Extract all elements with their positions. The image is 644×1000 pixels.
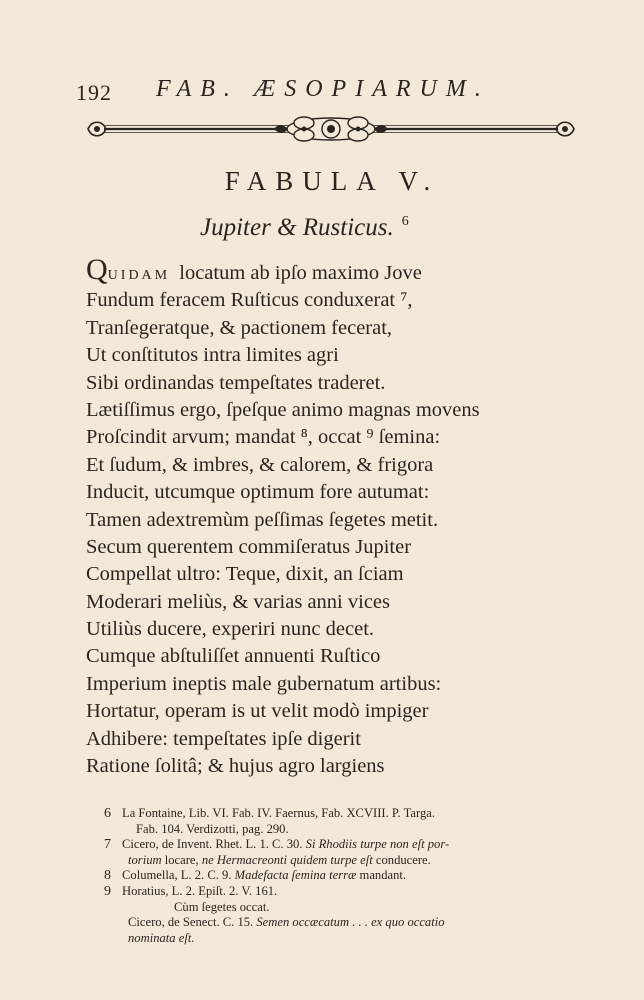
footnote-text: conducere. [375,852,431,867]
footnote-marker: 6 [104,806,111,821]
footnote-text: mandant. [359,868,407,883]
verse-line: Proſcindit arvum; mandat ⁸, occat ⁹ ſemina: [86,426,441,449]
footnote-marker: 7 [104,837,111,853]
footnote-line [104,853,616,869]
fable-subtitle [200,214,409,242]
drop-capital: Q [86,253,108,286]
verse-line: Ut conſtitutos intra limites agri [86,344,339,367]
verse-line: Adhibere: tempeſtates ipſe digerit [86,727,361,750]
footnote-line [104,868,616,884]
footnote-line [104,837,616,853]
verse-line: Secum querentem commiſeratus Jupiter [86,535,412,558]
footnote-quote: nominata eſt. [128,930,195,945]
verse-line: Inducit, utcumque optimum fore autumat: [86,481,430,504]
fable-heading: FABULA V. [224,166,440,196]
footnote-marker: 8 [104,868,111,884]
fable-subtitle-text: Jupiter & Rusticus. [200,214,394,241]
footnote-text: Cùm ſegetes occat. [174,899,270,914]
footnote-line [104,931,616,947]
verse-line: Utiliùs ducere, experiri nunc decet. [86,618,375,641]
subtitle-note-marker: 6 [401,214,409,229]
verse-block [86,253,556,780]
verse-line: Lætiſſimus ergo, ſpeſque animo magnas movens [86,398,480,421]
footnote-text: locare, [164,852,199,867]
verse-line [86,253,556,287]
footnotes [104,806,616,946]
footnote-text: Fab. 104. Verdizotti, pag. 290. [136,821,289,836]
footnote-line [104,822,616,838]
verse-line: Imperium ineptis male gubernatum artibus: [86,672,442,695]
running-title: FAB. ÆSOPIARUM. [156,76,490,102]
verse-line: Ratione ſolitâ; & hujus agro largiens [86,755,385,778]
verse-line: Hortatur, operam is ut velit modò impiger [86,700,429,723]
verse-line: Fundum feracem Ruſticus conduxerat ⁷, [86,289,413,312]
verse-line: Moderari meliùs, & varias anni vices [86,590,390,613]
footnote-text: Horatius, L. 2. Epiſt. 2. V. 161. [122,883,278,898]
footnote-line [104,915,616,931]
footnote-marker: 9 [104,883,111,899]
verse-line: Cumque abſtuliſſet annuenti Ruſtico [86,645,381,668]
verse-text: locatum ab ipſo maximo Jove [179,262,422,284]
page-header [76,76,576,106]
page-number: 192 [76,80,112,105]
footnote-line [104,806,616,822]
verse-line: Et ſudum, & imbres, & calorem, & frigora [86,453,434,476]
small-caps-word: UIDAM [107,268,171,283]
verse-line: Tamen adextremùm peſſimas ſegetes metit. [86,508,439,531]
footnote-quote: torium [128,852,162,867]
footnote-text: Cicero, de Invent. Rhet. L. 1. C. 30. [122,837,303,852]
footnote-text: La Fontaine, Lib. VI. Fab. IV. Faernus, Fab. XCVIII. P. Targa. [122,806,435,820]
footnote-quote: Si Rhodiis turpe non eſt por- [305,837,450,852]
verse-line: Tranſegeratque, & pactionem fecerat, [86,316,393,339]
verse-line: Compellat ultro: Teque, dixit, an ſciam [86,563,404,586]
footnote-line [104,900,616,916]
footnote-line [104,884,616,900]
verse-line: Sibi ordinandas tempeſtates traderet. [86,371,386,394]
footnote-quote: Madefacta ſemina terræ [234,868,357,883]
floral-rule-ornament-icon [84,114,578,144]
footnote-text: Cicero, de Senect. C. 15. [128,915,254,930]
footnote-quote: Semen occæcatum . . . ex quo occatio [256,915,445,930]
footnote-text: Columella, L. 2. C. 9. [122,868,232,883]
footnote-quote: ne Hermacreonti quidem turpe eſt [201,852,373,867]
